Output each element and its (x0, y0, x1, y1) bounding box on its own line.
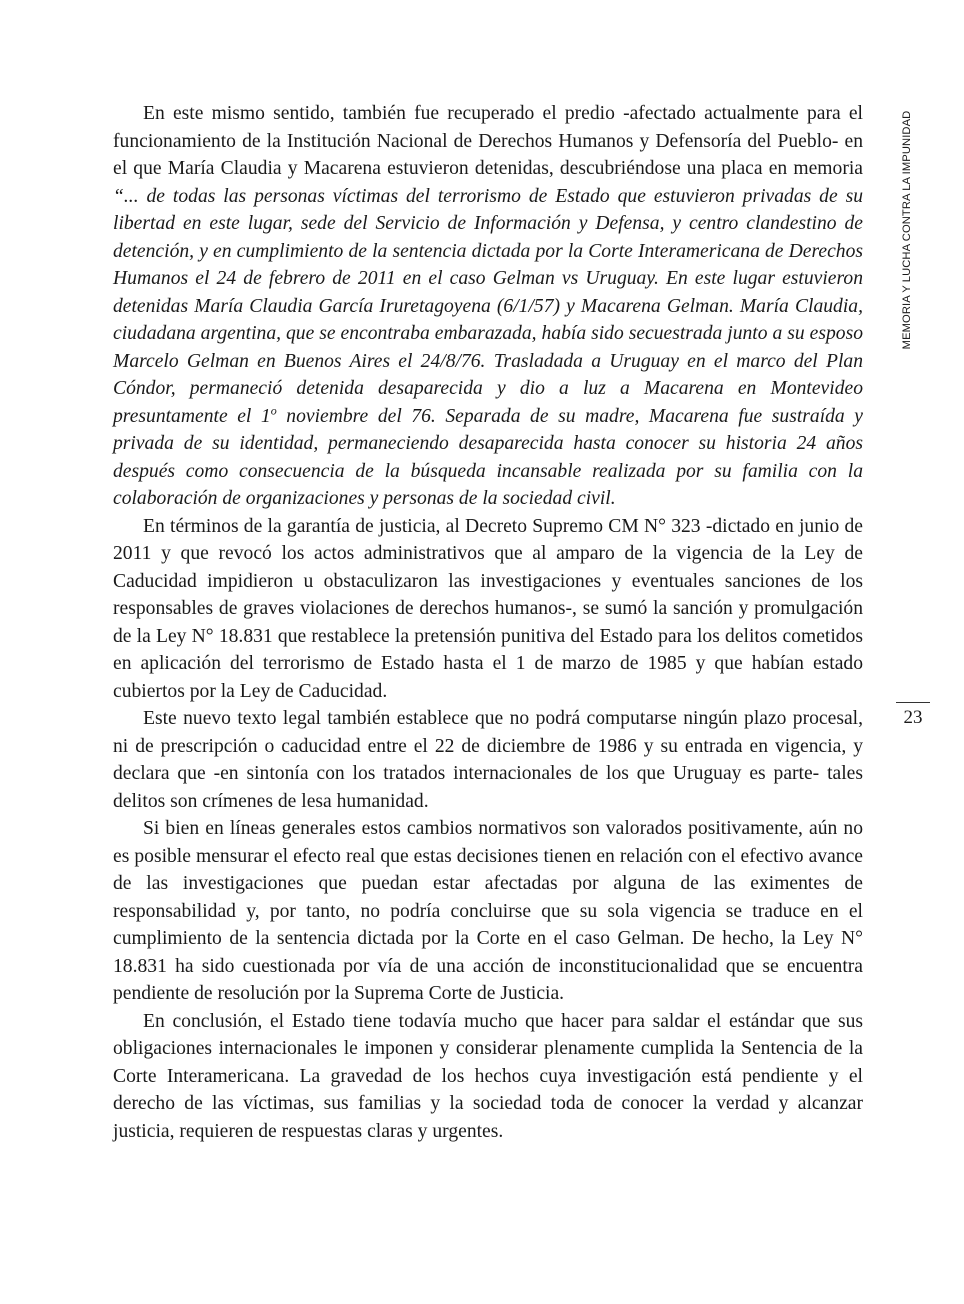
page-number: 23 (903, 707, 923, 728)
paragraph-3: Este nuevo texto legal también establece que no podrá computarse ningún plazo procesal, ni de prescripción o caducidad entre el 22 de diciembre de 1986 y su entrada en vigencia, y declara que -en sintonía con los tratados internacionales de los que Uruguay es parte- tales delitos son crímenes de lesa humanidad. (113, 708, 863, 812)
plaque-quote-part-b: noviembre del 76. Separada de su madre, Macarena fue sustraída y privada de su identidad, permaneciendo desaparecida hasta conocer su historia 24 años después como consecuencia de la búsqueda incansable realizada por su familia con la colaboración de organizaciones y personas de la sociedad civil. (113, 405, 863, 509)
running-head-text: MEMORIA Y LUCHA CONTRA LA IMPUNIDAD (901, 110, 913, 350)
paragraph-4: Si bien en líneas generales estos cambios normativos son valorados positivamente, aún no es posible mensurar el efecto real que estas decisiones tienen en relación con el efectivo avance de las investigaciones que puedan estar afectadas por alguna de las eximentes de responsabilidad y, por tanto, no podría concluirse que su sola vigencia se traduce en el cumplimiento de la sentencia dictada por la Corte en el caso Gelman. De hecho, la Ley N° 18.831 ha sido cuestionada por vía de una acción de inconstitucionalidad que se encuentra pendiente de resolución por la Suprema Corte de Justicia. (113, 818, 863, 1004)
paragraph-1-intro: En este mismo sentido, también fue recuperado el predio -afectado actualmente para el funcionamiento de la Institución Nacional de Derechos Humanos y Defensoría del Pueblo- en el que María Claudia y Macarena estuvieron detenidas, descubriéndose una placa en memoria (113, 103, 863, 179)
running-head (894, 100, 920, 360)
paragraph-2: En términos de la garantía de justicia, al Decreto Supremo CM N° 323 -dictado en junio de 2011 y que revocó los actos administrativos que al amparo de la vigencia de la Ley de Caducidad impidieron u obstaculizaron las investigaciones y eventuales sanciones de los responsables de graves violaciones de derechos humanos-, se sumó la sanción y promulgación de la Ley N° 18.831 que restablece la pretensión punitiva del Estado para los delitos cometidos en aplicación del terrorismo de Estado hasta el 1 de marzo de 1985 y que habían estado cubiertos por la Ley de Caducidad. (113, 515, 863, 702)
paragraph-1 (113, 100, 863, 513)
page-number-rule (896, 702, 930, 703)
body-text (113, 100, 863, 1145)
plaque-quote (113, 186, 863, 510)
paragraph-5: En conclusión, el Estado tiene todavía mucho que hacer para saldar el estándar que sus obligaciones internacionales le imponen y considerar plenamente cumplida la Sentencia de la Corte Interamericana. La gravedad de los hechos cuya investigación está pendiente y el derecho de las víctimas, sus familias y la sociedad toda de conocer la verdad y alcanzar justicia, requieren de respuestas claras y urgentes. (113, 1010, 863, 1142)
ordinal-superscript: o (270, 402, 277, 417)
plaque-quote-part-a: “... de todas las personas víctimas del terrorismo de Estado que estuvieron privadas de su libertad en este lugar, sede del Servicio de Información y Defensa, y centro clandestino de detención, y en cumplimiento de la sentencia dictada por la Corte Interamericana de Derechos Humanos el 24 de febrero de 2011 en el caso Gelman vs Uruguay. En este lugar estuvieron detenidas María Claudia García Iruretagoyena (6/1/57) y Macarena Gelman. María Claudia, ciudadana argentina, que se encontraba embarazada, había sido secuestrada junto a su esposo Marcelo Gelman en Buenos Aires el 24/8/76. Trasladada a Uruguay en el marco del Plan Cóndor, permaneció detenida desaparecida y dio a luz a Macarena en Montevideo presuntamente el 1 (113, 185, 863, 427)
